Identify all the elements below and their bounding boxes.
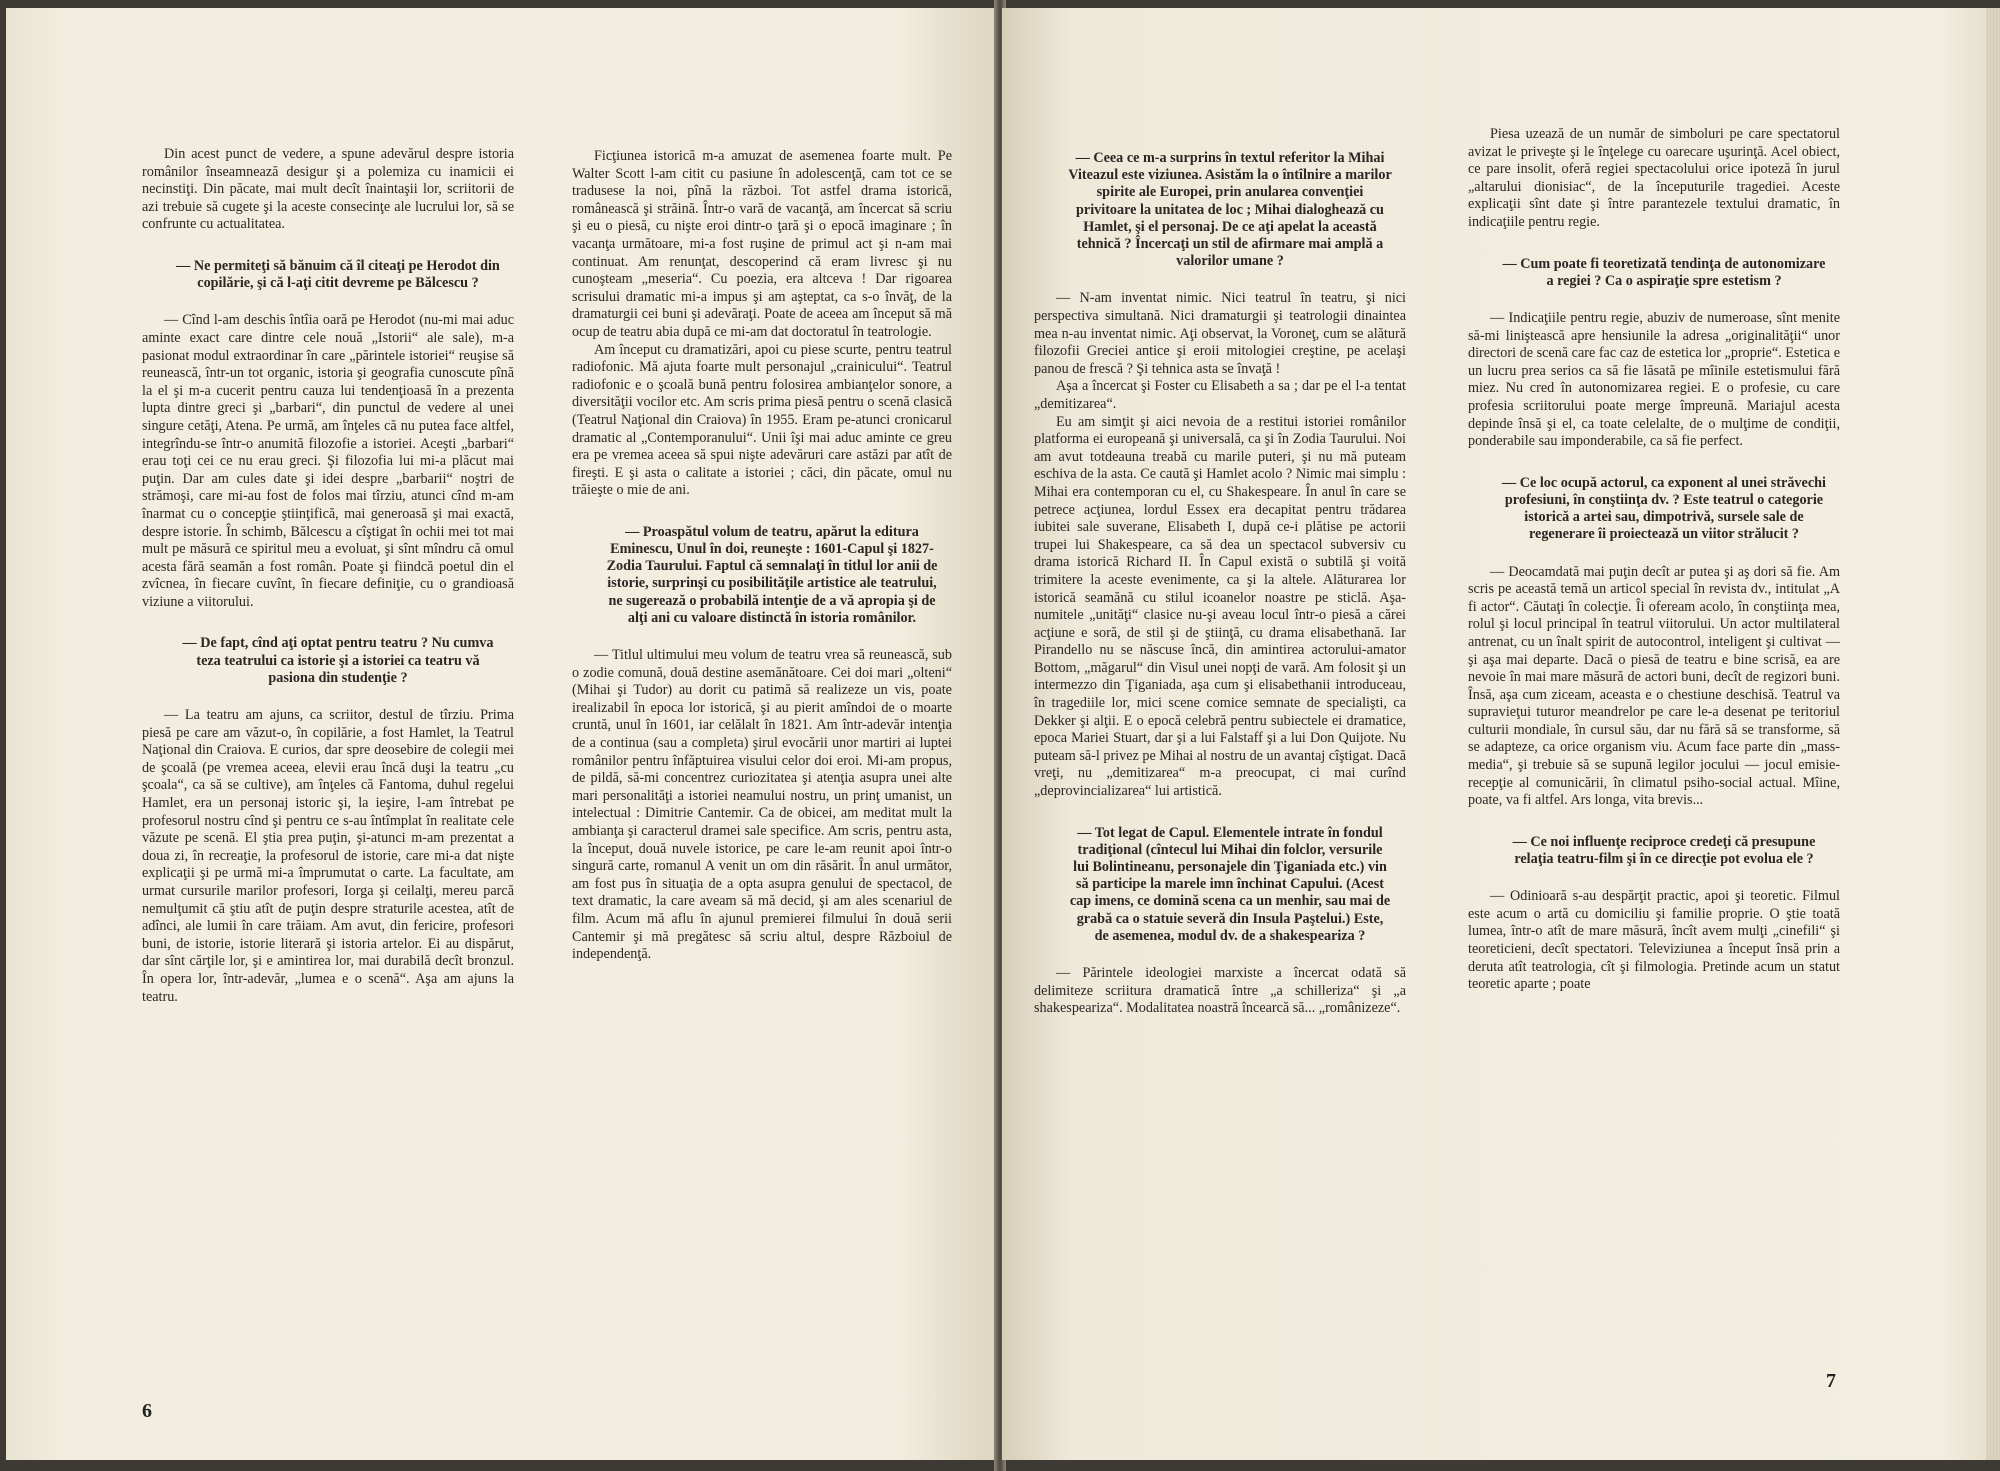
text-paragraph: — La teatru am ajuns, ca scriitor, destul de tîrziu. Prima piesă pe care am văzut-o, în copilărie, a fost Hamlet, la Teatrul Naţional din Craiova. E curios, dar spre deosebire de colegii mei de şcoală (pe vremea aceea, elevii erau încă duşi la teatru „cu şcoala“, ca să se cultive), am înţeles că Fantoma, duhul regelui Hamlet, era un personaj istoric şi, la ieşire, l-am întrebat pe profesorul nostru cînd şi pentru ce s-au întîmplat în realitate cele văzute pe scenă. El ştia prea puţin, şi-atunci m-am prezentat a doua zi, în recreaţie, la profesorul de istorie, care mi-a dat nişte explicaţii şi pe urmă mi-a împrumutat o carte. La facultate, am urmat cursurile marilor profesori, Iorga şi ceilalţi, mereu parcă nemulţumit că ştiu atît de puţin despre straturile acestea, atît de adînci, ale lumii în care trăiam. Am avut, din fericire, profesori buni, de istorie, istorie literară şi istoria artelor. Ei au dispărut, dar sînt cărţile lor, şi e amintirea lor, mai durabilă decît bronzul. În opera lor, într-adevăr, „lumea e o scenă“. Aşa am ajuns la teatru. [142,707,514,1005]
text-paragraph: Piesa uzează de un număr de simboluri pe care spectatorul avizat le priveşte şi le înţelege cu oarecare uşurinţă. Acel obiect, ce pare insolit, oferă regiei spectacolului orice ipoteză în jurul „altarului dionisiac“, de la începuturile tragediei. Aceste explicaţii sînt date şi între parantezele textului dramatic, în indicaţiile pentru regie. [1468,126,1840,230]
right-page [1002,8,1988,1460]
left-column-2 [572,148,952,964]
page-number-right: 7 [1826,1370,1836,1392]
text-paragraph: — Odinioară s-au despărţit practic, apoi şi teoretic. Filmul este acum o artă cu domiciliu şi familie proprie. O ştie toată lumea, într-o atît de mare măsură, încît avem mulţi „cinefili“ şi teoreticieni, decît spectatori. Televiziunea a început însă prin a deruta atît teatrologia, cît şi filmologia. Pretinde acum un statut teoretic aparte ; poate [1468,888,1840,993]
page-number-left: 6 [142,1400,152,1422]
text-paragraph: Am început cu dramatizări, apoi cu piese scurte, pentru teatrul radiofonic. Mă ajuta foarte mult personajul „crainicului“. Teatrul radiofonic e o şcoală bună pentru folosirea ambianţelor sonore, a diversităţii vocilor etc. Am scris prima piesă pentru o scenă clasică (Teatrul Naţional din Craiova) în 1955. Eram pe-atunci cronicarul dramatic al „Contemporanului“. Unii îşi mai aduc aminte ce greu era pe vremea aceea să spui nişte adevăruri care astăzi par atît de fireşti. E şi asta o calitate a istoriei ; căci, din păcate, omul nu trăieşte o mie de ani. [572,341,952,499]
text-paragraph: — Titlul ultimului meu volum de teatru vrea să reunească, sub o zodie comună, două destine asemănătoare. Cei doi mari „olteni“ (Mihai şi Tudor) au dorit cu patimă să realizeze un vis, poate irealizabil în epoca lor istorică, şi au pierit amîndoi de o moarte cruntă, unul în 1601, iar celălalt în 1821. Am într-adevăr intenţia de a continua (sau a completa) şirul evocării unor martiri ai luptei românilor pentru înfăptuirea visului celor doi eroi. Mi-am propus, de pildă, să-mi concentrez curiozitatea şi atenţia asupra unei alte mari personalităţi a istoriei neamului nostru, un prinţ umanist, un intelectual : Dimitrie Cantemir. Ca de obicei, am meditat mult la ambianţa şi caracterul dramei sale specifice. Am scris, pentru asta, la început, două nuvele istorice, pe care le-am reunit apoi într-o singură carte, romanul A venit un om din răsărit. În anul următor, am fost pus în situaţia de a opta asupra genului de spectacol, de text dramatic, la care aveam să mă decid, şi am ales scenariul de film. Acum mă aflu în ajunul premierei filmului în două serii Cantemir şi mă pregătesc să scriu altul, despre Războiul de independenţă. [572,647,952,963]
left-column-1 [142,146,514,1006]
left-page [6,8,998,1460]
text-paragraph: — Indicaţiile pentru regie, abuziv de numeroase, sînt menite să-mi liniştească apre hensiunile la adresa „originalităţii“ unor directori de scenă care fac caz de estetica lor „proprie“. Estetica e un lucru prea serios ca să fie lăsată pe mîinile estetismului fără miez. Nu cred în autonomizarea regiei. E o profesie, cu care profesia scriitorului poate merge împreună. Mariajul acesta depinde însă şi el, ca toate celelalte, de o mulţime de condiţii, ponderabile sau imponderabile, ca să fie perfect. [1468,309,1840,450]
text-paragraph: Aşa a încercat şi Foster cu Elisabeth a sa ; dar pe el l-a tentat „demitizarea“. [1034,378,1406,412]
text-paragraph: — Cînd l-am deschis întîia oară pe Herodot (nu-mi mai aduc aminte exact care dintre cele nouă „Istorii“ ale sale), m-a pasionat modul extraordinar în care „părintele istoriei“ reuşise să reunească, într-un tot organic, istoria şi geografia cunoscute pînă la el şi m-a cucerit pentru cauza lui tendenţioasă în a prezenta lupta dintre greci şi „barbari“, din punctul de vedere al unei singure cetăţi, Atena. Pe urmă, am înţeles că nu putea face altfel, integrîndu-se într-o anumită filozofie a istoriei. Aceşti „barbari“ erau toţi cei ce nu erau greci. Şi filozofia lui mi-a plăcut mai puţin. Dar am cules date şi idei despre „barbarii“ noştri de strămoşi, care mi-au fost de folos mai tîrziu, atunci cînd m-am înarmat cu o concepţie ştiinţifică, mai generoasă şi mai exactă, despre istorie. În schimb, Bălcescu a cîştigat în ochii mei tot mai mult pe măsură ce spiritul meu a evoluat, şi sînt mîndru că omul acesta fără seamăn a fost român. Poate şi fiindcă poetul din el zvîcnea, în fiecare cuvînt, în fiecare definiţie, cu o grandioasă viziune a viitorului. [142,312,514,610]
right-column-2 [1468,126,1840,994]
interview-question: — Ceea ce m-a surprins în textul referitor la Mihai Viteazul este viziunea. Asistăm la o întîlnire a marilor spirite ale Europei, prin anularea convenţiei privitoare la unitatea de loc ; Mihai dialoghează cu Hamlet, şi el personaj. De ce aţi apelat la această tehnică ? Încercaţi un stil de afirmare mai amplă a valorilor umane ? [1068,150,1392,270]
text-paragraph: — Părintele ideologiei marxiste a încercat odată să delimiteze scriitura dramatică între „a schilleriza“ şi „a shakespeariza“. Modalitatea noastră încearcă să... „românizeze“. [1034,965,1406,1017]
interview-question: — Cum poate fi teoretizată tendinţa de autonomizare a regiei ? Ca o aspiraţie spre estetism ? [1502,255,1826,289]
text-paragraph: Ficţiunea istorică m-a amuzat de asemenea foarte mult. Pe Walter Scott l-am citit cu pasiune în adolescenţă, cam tot ce se tradusese la noi, pînă la război. Tot astfel drama istorică, românească şi străină. Într-o vară de vacanţă, am încercat să scriu şi eu o piesă, cu nişte eroi dintr-o ţară şi o epocă imaginare ; în vacanţa următoare, mi-a fost ruşine de primul act şi n-am mai continuat. Am renunţat, descoperind că eram livresc şi nu cunoşteam „meseria“. Cu poezia, era altceva ! Dar rigoarea scrisului dramatic mi-a impus şi am aşteptat, ca s-o învăţ, de la dramaturgii cei buni şi adevăraţi. Poate de aceea am început să mă ocup de teatru abia după ce mi-am dat doctoratul în teatrologie. [572,148,952,340]
text-paragraph: — N-am inventat nimic. Nici teatrul în teatru, şi nici perspectiva simultană. Nici dramaturgii şi teatrologii dinaintea mea n-au inventat nimic. Aţi observat, la Voroneţ, cum se alătură filozofii Greciei antice şi eroii mitologiei creştine, pe acelaşi panou de frescă ? Şi tehnica asta se învaţă ! [1034,290,1406,377]
text-paragraph: Din acest punct de vedere, a spune adevărul despre istoria românilor înseamnează desigur şi a polemiza cu inamicii ei necinstiţi. Din păcate, mai mult decît înaintaşii lor, scriitorii de azi trebuie să cugete şi la aceste consecinţe ale lucrului lor, să se confrunte cu actualitatea. [142,146,514,233]
interview-question: — Ce loc ocupă actorul, ca exponent al unei străvechi profesiuni, în conştiinţa dv. ? Este teatrul o categorie istorică a artei sau, dimpotrivă, sursele sale de regenerare îi proiectează un viitor strălucit ? [1502,474,1826,543]
right-column-1 [1034,126,1406,1018]
interview-question: — Proaspătul volum de teatru, apărut la editura Eminescu, Unul în doi, reuneşte : 1601-Capul şi 1827-Zodia Taurului. Faptul că semnalaţi în titlul lor anii de istorie, surprinşi cu posibilităţile artistice ale teatrului, ne sugerează o probabilă intenţie de a vă apropia şi de alţi ani cu valoare distinctă în istoria românilor. [606,523,938,626]
interview-question: — Ce noi influenţe reciproce credeţi că presupune relaţia teatru-film şi în ce direcţie pot evolua ele ? [1512,833,1816,868]
page-edges [1986,8,2000,1460]
text-paragraph: — Deocamdată mai puţin decît ar putea şi aş dori să fie. Am scris pe această temă un articol special în revista dv., intitulat „A fi actor“. Căutaţi în colecţie. Îi ofeream acolo, în conştiinţa mea, rolul şi locul principal în teatrul viitorului. Un actor multilateral antrenat, cu un înalt spirit de autocontrol, inteligent şi cultivat — şi aşa mai departe. Dacă o piesă de teatru e bine scrisă, ea are nevoie în mai mare măsură de actori buni, decît de regizori buni. Însă, aşa cum ziceam, aceasta e o chestiune deschisă. Teatrul va supravieţui tuturor meandrelor pe care le-a desenat pe teritoriul culturii mondiale, în cursul său, dar nu fără să se transforme, să se adapteze, ca orice organism viu. Acum face parte din „mass-media“, şi trebuie să se supună legilor jocului — jocul emisie-recepţie al comunicării, în climatul psiho-social actual. Mîine, poate, va fi altfel. Ars longa, vita brevis... [1468,563,1840,809]
interview-question: — Tot legat de Capul. Elementele intrate în fondul tradiţional (cîntecul lui Mihai din folclor, versurile lui Bolintineanu, personajele din Ţiganiada etc.) vin să participe la marele imn închinat Capului. (Acest cap imens, ce domină scena ca un menhir, sau mai de grabă ca o statuie severă din Insula Paştelui.) Este, de asemenea, modul dv. de a shakespeariza ? [1069,824,1391,944]
interview-question: — Ne permiteţi să bănuim că îl citeaţi pe Herodot din copilărie, şi că l-aţi citit devreme pe Bălcescu ? [176,257,500,292]
interview-question: — De fapt, cînd aţi optat pentru teatru ? Nu cumva teza teatrului ca istorie şi a istoriei ca teatru vă pasiona din studenţie ? [182,635,494,686]
text-paragraph: Eu am simţit şi aici nevoia de a restitui istoriei românilor platforma ei europeană şi universală, ca şi în Zodia Taurului. Noi am avut totdeauna treabă cu marile puteri, şi nu mă puteam eschiva de la asta. Ce caută şi Hamlet acolo ? Nimic mai simplu : Mihai era contemporan cu el, cu Shakespeare. În anul în care se petrece acţiunea, lordul Essex era decapitat pentru trădarea iubitei sale suverane, Elisabeth I, după ce-i plătise pe actorii trupei lui Shakespeare, ca să dea un spectacol subversiv cu drama istorică Richard II. În Capul există o subtilă şi voită trimitere la aceste evenimente, ca şi la altele. Alăturarea lor istorică seamănă cu stilul icoanelor noastre pe sticlă. Aşa-numitele „unităţi“ clasice nu-şi aveau locul într-o piesă a cărei acţiune e soră, de stil şi de ştiinţă, cu drama elisabethană. Iar Pirandello nu se născuse încă, din amintirea actorului-amator Bottom, „măgarul“ din Visul unei nopţi de vară. Am folosit şi un intermezzo din Ţiganiada, aşa cum şi elisabethanii introduceau, în tragediile lor, mici scene comice semnate de specialişti, ca Dekker şi alţii. E o epocă celebră pentru subiectele ei dramatice, epoca Mariei Stuart, dar şi a lui Falstaff şi a lui Don Quijote. Nu puteam să-l privez pe Mihai al nostru de un avantaj cîştigat. Dacă vreţi, nu „demitizarea“ m-a preocupat, ci mai curînd „deprovincializarea“ lui artistică. [1034,413,1406,800]
